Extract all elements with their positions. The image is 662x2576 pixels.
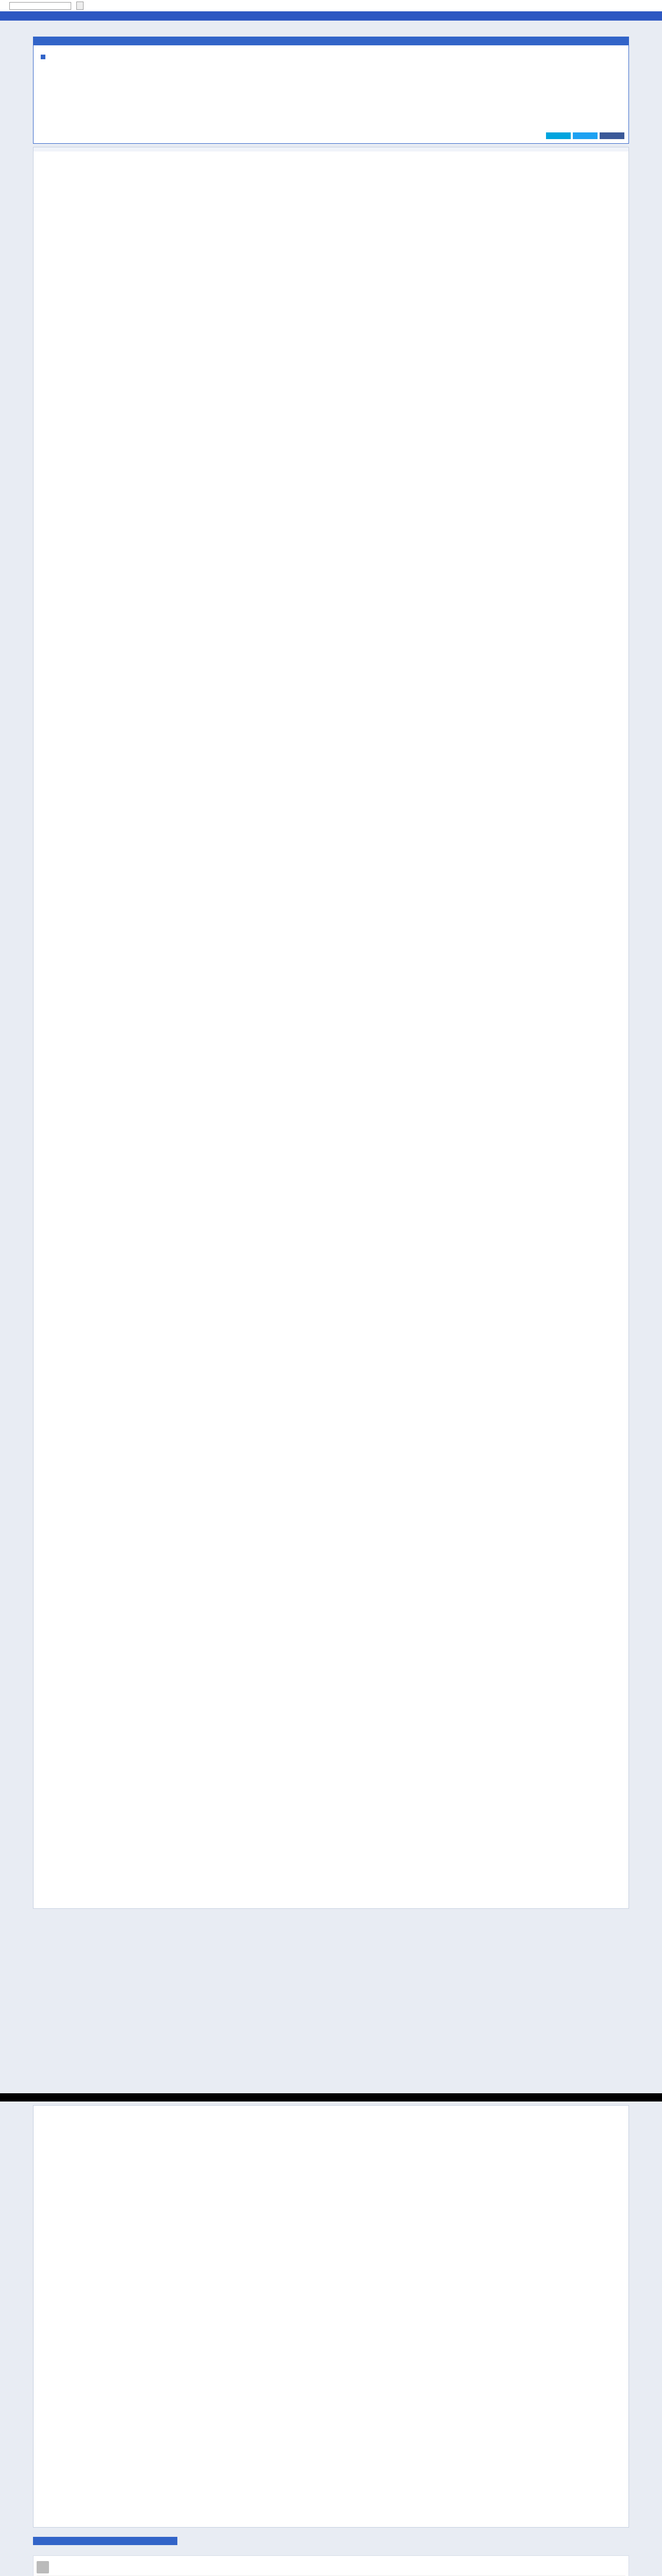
- more-comments: [33, 2105, 629, 2528]
- entry-title: [34, 45, 628, 59]
- comments-section: [33, 147, 629, 1909]
- divider-bar: [0, 2093, 662, 2102]
- entry-nav: [33, 26, 629, 37]
- tweet-share-button[interactable]: [573, 132, 598, 139]
- title-marker-icon: [41, 55, 45, 59]
- entry-date: [34, 37, 628, 45]
- breadcrumb[interactable]: [33, 21, 629, 26]
- logo-bar: [0, 0, 662, 11]
- hatebu-share-button[interactable]: [546, 132, 571, 139]
- bookmark-comments-box: [33, 2555, 629, 2576]
- entry-card: [33, 37, 629, 144]
- nav-bar: [0, 11, 662, 21]
- page: [33, 21, 629, 1909]
- avatar[interactable]: [37, 2561, 49, 2573]
- comments-heading: [34, 147, 628, 151]
- share-row: [34, 132, 628, 143]
- search-button[interactable]: [76, 2, 84, 10]
- bookmark-row: [37, 2559, 625, 2576]
- bookmark-comments-header: [33, 2537, 177, 2545]
- search-input[interactable]: [9, 2, 71, 10]
- entry-footer[interactable]: [34, 126, 628, 132]
- facebook-share-button[interactable]: [600, 132, 624, 139]
- entry-body: [34, 59, 628, 126]
